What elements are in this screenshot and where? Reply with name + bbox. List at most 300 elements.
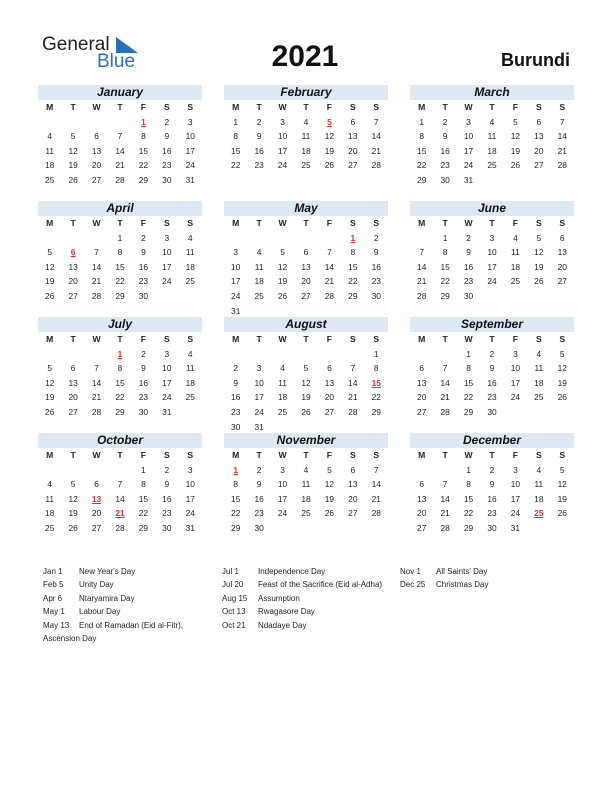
holiday-entry [222,619,382,632]
day-cell: 29 [138,522,149,533]
day-cell: 3 [164,348,170,359]
holiday-column [222,565,382,632]
day-cell: 14 [91,261,102,272]
day-cell: 11 [45,145,55,156]
weekday-label: S [373,450,380,460]
empty-cell [61,347,84,362]
month-june [410,201,574,304]
day-cell: 11 [534,479,544,490]
day-cell: 18 [510,261,521,272]
day-cell: 17 [162,261,172,272]
day-cell: 11 [185,247,195,258]
day-cell: 2 [164,116,170,127]
day-cell: 16 [162,145,172,156]
day-cell: 15 [348,261,358,272]
day-cell: 18 [45,508,55,519]
day-cell: 31 [231,305,241,316]
day-cell: 4 [536,464,542,475]
weekday-label: W [278,334,287,344]
weekday-label: T [256,334,262,344]
day-cell: 8 [141,131,146,142]
weekday-label: T [489,218,495,228]
holiday-entry [222,565,382,578]
day-cell: 12 [45,377,55,388]
weekday-label: W [278,218,287,228]
weekday-label: M [232,218,240,228]
day-cell: 14 [324,261,335,272]
day-cell: 27 [348,160,358,171]
month-name: September [410,317,574,332]
day-cell: 16 [138,261,149,272]
day-cell: 2 [233,363,239,374]
day-cell: 30 [162,174,172,185]
day-cell: 6 [419,479,425,490]
day-cell: 2 [442,116,448,127]
day-cell: 23 [487,508,497,519]
weekday-label: T [442,218,448,228]
month-february [224,85,388,173]
day-cell: 24 [185,160,195,171]
holiday-entry [400,578,488,591]
day-cell: 25 [185,276,195,287]
day-cell: 21 [440,392,450,403]
day-cell: 15 [417,145,427,156]
day-cell: 28 [440,406,450,417]
day-cell: 10 [162,247,172,258]
day-cell: 19 [557,493,567,504]
day-cell: 20 [324,392,335,403]
weekday-label: M [418,450,426,460]
day-cell: 13 [301,261,311,272]
day-cell: 12 [68,493,78,504]
day-cell: 13 [557,247,567,258]
day-cell: 3 [489,232,495,243]
day-cell: 17 [185,145,195,156]
weekday-label: F [512,450,519,460]
month-august [224,317,388,434]
holiday-date: Jul 20 [222,580,244,590]
day-cell: 21 [324,276,335,287]
day-cell: 9 [141,363,146,374]
day-cell: 10 [277,479,288,490]
weekday-label: M [46,450,54,460]
day-cell: 9 [141,247,146,258]
day-cell: 5 [47,247,53,258]
day-cell: 24 [487,276,497,287]
day-cell: 11 [254,261,264,272]
day-cell: 15 [138,145,149,156]
day-cell: 17 [463,145,474,156]
weekday-label: T [442,450,448,460]
holiday-day: 21 [115,508,125,519]
day-cell: 23 [162,160,172,171]
day-cell: 14 [417,261,427,272]
holiday-day: 1 [233,464,239,475]
day-cell: 29 [463,522,474,533]
day-cell: 28 [371,508,381,519]
day-cell: 26 [45,290,55,301]
holiday-name: Labour Day [79,607,121,617]
holiday-day: 25 [534,508,544,519]
day-cell: 20 [417,508,427,519]
month-september [410,317,574,420]
day-cell: 20 [557,261,567,272]
day-cell: 2 [489,348,495,359]
day-cell: 13 [68,261,78,272]
day-cell: 19 [277,276,288,287]
day-cell: 21 [440,508,450,519]
day-cell: 26 [68,522,78,533]
day-cell: 28 [557,160,567,171]
day-cell: 3 [280,464,285,475]
day-cell: 4 [489,116,495,127]
day-cell: 10 [463,131,474,142]
holiday-name: Feast of the Sacrifice (Eid al-Adha) [258,580,383,590]
empty-cell [224,231,247,246]
day-cell: 21 [115,160,125,171]
day-cell: 10 [510,363,521,374]
day-cell: 11 [534,363,544,374]
day-cell: 18 [487,145,497,156]
day-cell: 11 [45,493,55,504]
weekday-label: W [464,218,473,228]
day-cell: 3 [187,464,193,475]
day-cell: 8 [233,479,239,490]
weekday-label: S [535,450,542,460]
day-cell: 31 [185,522,195,533]
weekday-label: F [140,334,147,344]
day-cell: 26 [68,174,78,185]
weekday-label: T [117,218,123,228]
day-cell: 18 [301,493,311,504]
day-cell: 14 [91,377,102,388]
day-cell: 20 [417,392,427,403]
weekday-label: S [559,218,566,228]
day-cell: 6 [70,363,76,374]
holiday-column [43,565,183,645]
day-cell: 9 [256,479,262,490]
day-cell: 12 [324,479,335,490]
empty-cell [433,347,456,362]
day-cell: 25 [277,406,288,417]
empty-cell [224,347,247,362]
day-cell: 18 [254,276,264,287]
holiday-day: 13 [91,493,102,504]
day-cell: 12 [557,479,567,490]
holiday-entry [222,578,382,591]
day-cell: 7 [419,247,425,258]
weekday-label: S [559,450,566,460]
day-cell: 6 [350,464,356,475]
day-cell: 29 [138,174,149,185]
holiday-date: Oct 21 [222,620,246,630]
day-cell: 13 [534,131,544,142]
empty-cell [271,347,294,362]
day-cell: 23 [254,508,264,519]
day-cell: 17 [510,493,521,504]
empty-cell [294,231,317,246]
day-cell: 17 [231,276,241,287]
weekday-label: S [373,102,380,112]
holiday-name: Independence Day [258,567,326,576]
day-cell: 24 [510,392,521,403]
empty-cell [410,463,433,478]
holiday-name: Rwagasore Day [258,607,315,617]
day-cell: 12 [45,261,55,272]
day-cell: 27 [417,522,427,533]
weekday-label: T [303,218,309,228]
empty-cell [61,463,84,478]
day-cell: 1 [141,464,146,475]
day-cell: 25 [487,160,497,171]
day-cell: 24 [162,392,172,403]
day-cell: 12 [68,145,78,156]
weekday-label: F [326,334,333,344]
day-cell: 22 [138,508,149,519]
holiday-date: May 13 [43,620,70,630]
month-grid [224,100,388,173]
weekday-label: M [46,102,54,112]
day-cell: 24 [510,508,521,519]
day-cell: 13 [68,377,78,388]
day-cell: 16 [162,493,172,504]
day-cell: 4 [303,464,309,475]
month-name: October [38,433,202,448]
day-cell: 5 [559,464,565,475]
day-cell: 10 [231,261,241,272]
day-cell: 28 [91,406,102,417]
empty-cell [38,231,61,246]
weekday-label: W [464,450,473,460]
weekday-label: W [278,102,287,112]
day-cell: 1 [466,348,471,359]
day-cell: 22 [417,160,427,171]
day-cell: 7 [94,247,99,258]
day-cell: 26 [324,508,335,519]
weekday-label: M [232,102,240,112]
day-cell: 4 [536,348,542,359]
weekday-label: T [303,334,309,344]
day-cell: 20 [348,145,358,156]
day-cell: 15 [440,261,450,272]
day-cell: 30 [231,421,241,432]
day-cell: 8 [117,363,123,374]
day-cell: 28 [348,406,358,417]
day-cell: 13 [91,145,102,156]
day-cell: 7 [327,247,332,258]
weekday-label: S [559,102,566,112]
weekday-label: T [442,334,448,344]
day-cell: 31 [254,421,264,432]
day-cell: 22 [440,276,450,287]
day-cell: 22 [348,276,358,287]
day-cell: 26 [277,290,288,301]
day-cell: 18 [277,392,288,403]
weekday-label: S [349,450,356,460]
day-cell: 10 [162,363,172,374]
month-grid [410,332,574,420]
day-cell: 19 [324,493,335,504]
month-may [224,201,388,318]
day-cell: 15 [463,377,474,388]
day-cell: 2 [141,232,146,243]
weekday-label: T [70,218,76,228]
day-cell: 26 [557,392,567,403]
calendar-year: 2021 [271,40,339,73]
day-cell: 2 [256,464,262,475]
day-cell: 15 [115,261,125,272]
day-cell: 29 [348,290,358,301]
day-cell: 18 [534,493,544,504]
day-cell: 6 [350,116,356,127]
day-cell: 13 [348,479,358,490]
day-cell: 10 [185,479,195,490]
holiday-entry [43,578,183,591]
day-cell: 20 [91,160,102,171]
day-cell: 17 [487,261,497,272]
day-cell: 8 [141,479,146,490]
empty-cell [85,463,108,478]
empty-cell [61,115,84,130]
day-cell: 19 [68,508,78,519]
holiday-date: Aug 15 [222,593,248,603]
day-cell: 26 [534,276,544,287]
day-cell: 25 [185,392,195,403]
day-cell: 4 [187,232,193,243]
day-cell: 24 [463,160,474,171]
day-cell: 2 [141,348,146,359]
day-cell: 10 [254,377,264,388]
day-cell: 1 [373,348,379,359]
day-cell: 30 [440,174,450,185]
holiday-date: May 1 [43,607,65,617]
day-cell: 7 [442,479,448,490]
day-cell: 20 [301,276,311,287]
month-grid [410,100,574,188]
day-cell: 22 [463,508,474,519]
day-cell: 7 [442,363,448,374]
day-cell: 28 [417,290,427,301]
day-cell: 10 [277,131,288,142]
day-cell: 14 [115,493,125,504]
month-name: March [410,85,574,100]
day-cell: 4 [280,363,285,374]
day-cell: 13 [348,131,358,142]
brand-line2: Blue [97,51,136,72]
month-january [38,85,202,188]
day-cell: 31 [185,174,195,185]
day-cell: 5 [536,232,542,243]
empty-cell [61,231,84,246]
month-grid [224,216,388,318]
day-cell: 29 [371,406,381,417]
day-cell: 29 [115,406,125,417]
empty-cell [85,347,108,362]
day-cell: 12 [324,131,335,142]
holiday-entry [43,605,183,618]
day-cell: 30 [487,406,497,417]
day-cell: 19 [45,276,55,287]
weekday-label: F [512,334,519,344]
day-cell: 11 [185,363,195,374]
day-cell: 15 [231,145,241,156]
month-name: February [224,85,388,100]
weekday-label: T [442,102,448,112]
day-cell: 19 [510,145,521,156]
month-grid [38,332,202,420]
brand-logo [42,34,152,74]
day-cell: 24 [231,290,241,301]
day-cell: 12 [557,363,567,374]
day-cell: 9 [233,377,239,388]
day-cell: 20 [348,493,358,504]
month-november [224,433,388,536]
day-cell: 9 [442,131,448,142]
day-cell: 29 [440,290,450,301]
brand-line1: General [42,34,110,55]
day-cell: 7 [373,116,379,127]
day-cell: 16 [231,392,241,403]
month-grid [224,332,388,434]
holiday-day: 6 [70,247,76,258]
day-cell: 31 [510,522,521,533]
day-cell: 26 [301,406,311,417]
day-cell: 19 [557,377,567,388]
day-cell: 16 [487,377,497,388]
day-cell: 9 [489,363,495,374]
day-cell: 18 [301,145,311,156]
day-cell: 5 [513,116,518,127]
day-cell: 9 [373,247,379,258]
day-cell: 3 [280,116,285,127]
day-cell: 25 [301,508,311,519]
day-cell: 7 [559,116,565,127]
day-cell: 12 [510,131,521,142]
empty-cell [318,347,341,362]
day-cell: 11 [278,377,287,388]
day-cell: 7 [373,464,379,475]
day-cell: 20 [68,392,78,403]
day-cell: 11 [511,247,520,258]
day-cell: 15 [138,493,149,504]
weekday-label: S [535,218,542,228]
empty-cell [271,231,294,246]
day-cell: 23 [138,392,149,403]
day-cell: 19 [68,160,78,171]
month-name: December [410,433,574,448]
day-cell: 4 [513,232,518,243]
empty-cell [38,347,61,362]
day-cell: 21 [348,392,358,403]
empty-cell [410,347,433,362]
weekday-label: T [489,334,495,344]
day-cell: 3 [256,363,262,374]
day-cell: 17 [510,377,521,388]
day-cell: 8 [442,247,448,258]
day-cell: 29 [417,174,427,185]
day-cell: 7 [94,363,99,374]
day-cell: 17 [185,493,195,504]
weekday-label: T [117,334,123,344]
day-cell: 20 [68,276,78,287]
day-cell: 5 [280,247,285,258]
day-cell: 29 [463,406,474,417]
weekday-label: S [187,218,194,228]
day-cell: 11 [487,131,497,142]
day-cell: 19 [324,145,335,156]
empty-cell [38,115,61,130]
day-cell: 25 [45,522,55,533]
